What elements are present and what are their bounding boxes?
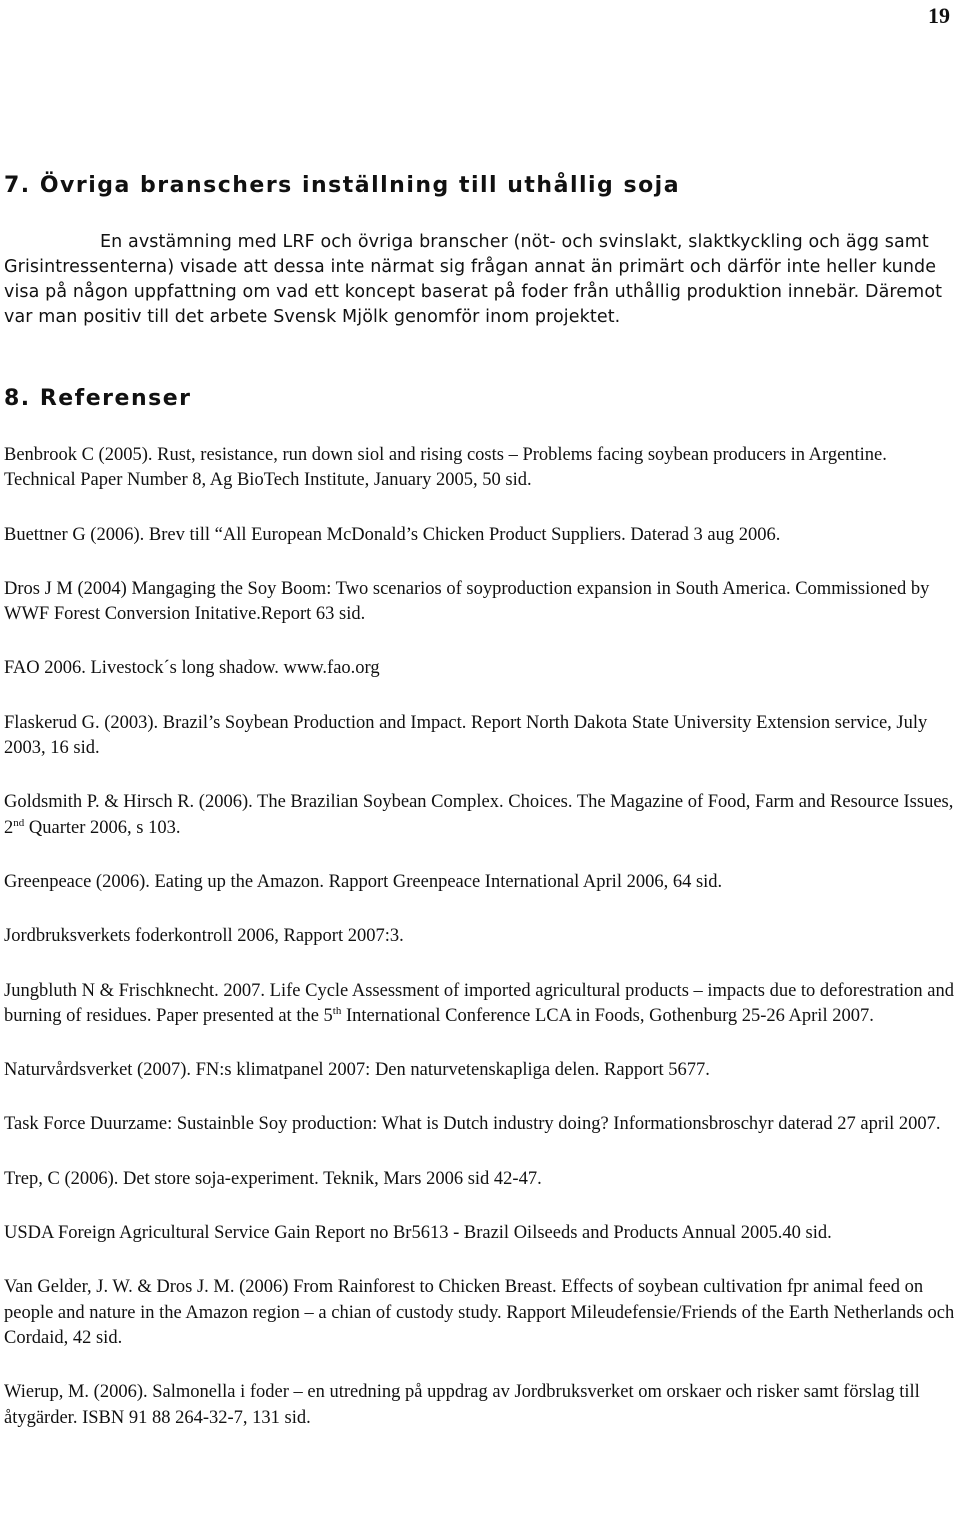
reference-item: Wierup, M. (2006). Salmonella i foder – en utredning på uppdrag av Jordbruksverket om orskaer och risker samt förslag till åtygärder. ISBN 91 88 264-32-7, 131 sid. xyxy=(4,1382,920,1428)
reference-text: Jungbluth N & Frischknecht. 2007. Life Cycle Assessment of imported agricultural products – impacts due to deforestration and burning of residues. Paper presented at the 5 xyxy=(4,980,954,1026)
reference-item xyxy=(4,979,958,1030)
reference-item: Van Gelder, J. W. & Dros J. M. (2006) From Rainforest to Chicken Breast. Effects of soybean cultivation fpr animal feed on people and nature in the Amazon region – a chian of custody study. Rapport Mileudefensie/Friends of the Earth Netherlands och Cordaid, 42 sid. xyxy=(4,1277,955,1348)
section-heading-7: 7. Övriga branschers inställning till uthållig soja xyxy=(4,173,681,198)
reference-item: USDA Foreign Agricultural Service Gain Report no Br5613 - Brazil Oilseeds and Products Annual 2005.40 sid. xyxy=(4,1223,832,1244)
reference-item: Flaskerud G. (2003). Brazil’s Soybean Production and Impact. Report North Dakota State University Extension service, July 2003, 16 sid. xyxy=(4,712,928,759)
section-heading-8: 8. Referenser xyxy=(4,386,192,411)
reference-item: Naturvårdsverket (2007). FN:s klimatpanel 2007: Den naturvetenskapliga delen. Rapport 5677. xyxy=(4,1060,710,1081)
ordinal-suffix: th xyxy=(332,1004,342,1017)
reference-item: Dros J M (2004) Mangaging the Soy Boom: Two scenarios of soyproduction expansion in South America. Commissioned by WWF Forest Conversion Initative.Report 63 sid. xyxy=(4,578,930,625)
ordinal-suffix: nd xyxy=(13,816,25,829)
reference-text: International Conference LCA in Foods, Gothenburg 25-26 April 2007. xyxy=(341,1005,874,1026)
reference-item: Buettner G (2006). Brev till “All European McDonald’s Chicken Product Suppliers. Daterad 3 aug 2006. xyxy=(4,524,781,545)
reference-item: Trep, C (2006). Det store soja-experiment. Teknik, Mars 2006 sid 42-47. xyxy=(4,1168,542,1189)
reference-item xyxy=(4,790,958,841)
reference-item: Greenpeace (2006). Eating up the Amazon. Rapport Greenpeace International April 2006, 64 sid. xyxy=(4,871,723,892)
reference-text: Quarter 2006, s 103. xyxy=(24,817,181,838)
reference-item: Task Force Duurzame: Sustainble Soy production: What is Dutch industry doing? Informationsbroschyr daterad 27 april 2007. xyxy=(4,1114,941,1135)
reference-text: Goldsmith P. & Hirsch R. (2006). The Brazilian Soybean Complex. Choices. The Magazine of Food, Farm and Resource Issues, 2 xyxy=(4,792,954,838)
reference-item: FAO 2006. Livestock´s long shadow. www.fao.org xyxy=(4,658,380,679)
section-7-paragraph: En avstämning med LRF och övriga branscher (nöt- och svinslakt, slaktkyckling och ägg samt Grisintressenterna) visade att dessa inte närmat sig frågan annat än primärt och därför inte heller kunde visa på någon uppfattning om vad ett koncept baserat på foder från uthållig produktion innebär. Däremot var man positiv till det arbete Svensk Mjölk genomför inom projektet. xyxy=(4,232,943,327)
reference-item: Jordbruksverkets foderkontroll 2006, Rapport 2007:3. xyxy=(4,926,404,947)
reference-item: Benbrook C (2005). Rust, resistance, run down siol and rising costs – Problems facing soybean producers in Argentine. Technical Paper Number 8, Ag BioTech Institute, January 2005, 50 sid. xyxy=(4,445,887,491)
page-number: 19 xyxy=(928,3,950,28)
reference-list xyxy=(4,443,958,1431)
